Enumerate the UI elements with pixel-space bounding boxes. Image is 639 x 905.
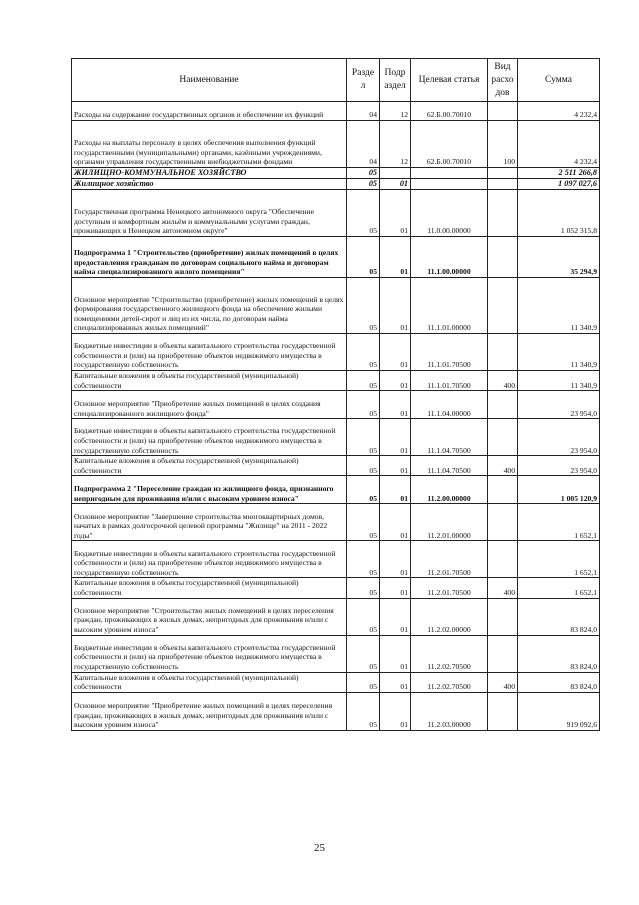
- row-section: 05: [347, 278, 380, 334]
- row-expense-type: 400: [488, 578, 518, 598]
- row-subsection: 01: [380, 391, 411, 419]
- table-row: [72, 598, 600, 635]
- row-subsection: 01: [380, 578, 411, 598]
- row-subsection: 01: [380, 179, 411, 190]
- table-row: [72, 237, 600, 278]
- row-expense-type: [488, 476, 518, 504]
- row-name: Основное мероприятие "Завершение строительства многоквартирных домов, начатых в рамках долгосрочной целевой программы "Жилище" на 2011 - 2022 годы": [72, 504, 347, 541]
- row-expense-type: [488, 190, 518, 237]
- table-row: [72, 391, 600, 419]
- row-section: 05: [347, 672, 380, 692]
- row-subsection: [380, 168, 411, 179]
- row-name: Основное мероприятие "Приобретение жилых помещений в целях создания специализированного жилищного фонда": [72, 391, 347, 419]
- row-target: 11.1.04.70500: [411, 456, 488, 476]
- row-subsection: 01: [380, 278, 411, 334]
- row-target: [411, 179, 488, 190]
- row-subsection: 01: [380, 476, 411, 504]
- row-amount: 4 232,4: [518, 102, 600, 121]
- table-row: [72, 179, 600, 190]
- row-expense-type: [488, 278, 518, 334]
- row-target: 11.2.02.00000: [411, 598, 488, 635]
- row-expense-type: [488, 334, 518, 371]
- row-target: 11.2.01.70500: [411, 541, 488, 578]
- row-section: 05: [347, 476, 380, 504]
- row-target: 62.Б.00.70010: [411, 102, 488, 121]
- row-expense-type: [488, 635, 518, 672]
- row-name: Бюджетные инвестиции в объекты капитального строительства государственной собственности и (или) на приобретение объектов недвижимого имущества в государственную собственность: [72, 419, 347, 456]
- row-subsection: 01: [380, 504, 411, 541]
- row-expense-type: 400: [488, 371, 518, 391]
- row-section: 05: [347, 190, 380, 237]
- row-expense-type: 400: [488, 672, 518, 692]
- row-target: 11.2.01.70500: [411, 578, 488, 598]
- row-target: 11.2.00.00000: [411, 476, 488, 504]
- row-amount: 1 652,1: [518, 541, 600, 578]
- row-section: 05: [347, 456, 380, 476]
- row-name: Капитальные вложения в объекты государственной (муниципальной) собственности: [72, 578, 347, 598]
- row-name: Основное мероприятие "Приобретение жилых помещений в целях переселения граждан, проживающих в жилых домах, непригодных для проживания и/или с высоким уровнем износа": [72, 692, 347, 730]
- row-section: 05: [347, 578, 380, 598]
- table-row: [72, 635, 600, 672]
- row-expense-type: [488, 168, 518, 179]
- page-number: 25: [314, 842, 325, 854]
- row-name: Государственная программа Ненецкого автономного округа "Обеспечение доступным и комфортным жильём и коммунальными услугами граждан, проживающих в Ненецком автономном округе": [72, 190, 347, 237]
- row-name: Основное мероприятие "Строительство жилых помещений в целях переселения граждан, проживающих в жилых домах, непригодных для проживания и/или с высоким уровнем износа": [72, 598, 347, 635]
- row-expense-type: [488, 391, 518, 419]
- row-target: 11.1.01.70500: [411, 334, 488, 371]
- row-section: 05: [347, 635, 380, 672]
- row-target: 11.2.02.70500: [411, 635, 488, 672]
- header-section: Разде л: [347, 59, 380, 102]
- row-expense-type: 100: [488, 121, 518, 168]
- row-amount: 23 954,0: [518, 419, 600, 456]
- row-name: Бюджетные инвестиции в объекты капитального строительства государственной собственности и (или) на приобретение объектов недвижимого имущества в государственную собственность: [72, 334, 347, 371]
- row-subsection: 01: [380, 635, 411, 672]
- row-amount: 11 340,9: [518, 371, 600, 391]
- header-target: Целевая статья: [411, 59, 488, 102]
- row-section: 05: [347, 504, 380, 541]
- table-row: [72, 102, 600, 121]
- row-amount: 1 652,1: [518, 504, 600, 541]
- table-row: [72, 541, 600, 578]
- row-section: 05: [347, 168, 380, 179]
- row-amount: 1 052 315,8: [518, 190, 600, 237]
- row-amount: 1 097 027,6: [518, 179, 600, 190]
- row-name: Расходы на выплаты персоналу в целях обеспечения выполнения функций государственными (муниципальными) органами, казёнными учреждениями, органами управления государственными внебюджетными фондами: [72, 121, 347, 168]
- row-subsection: 01: [380, 334, 411, 371]
- row-subsection: 12: [380, 102, 411, 121]
- row-amount: 1 652,1: [518, 578, 600, 598]
- row-expense-type: [488, 179, 518, 190]
- row-subsection: 01: [380, 237, 411, 278]
- row-section: 04: [347, 121, 380, 168]
- table-row: [72, 334, 600, 371]
- row-name: Капитальные вложения в объекты государственной (муниципальной) собственности: [72, 456, 347, 476]
- table-row: [72, 121, 600, 168]
- row-name: Подпрограмма 2 "Переселение граждан из жилищного фонда, признанного непригодным для проживания и/или с высоким уровнем износа": [72, 476, 347, 504]
- row-subsection: 01: [380, 419, 411, 456]
- header-subsection: Подр аздел: [380, 59, 411, 102]
- row-subsection: 01: [380, 672, 411, 692]
- row-name: Капитальные вложения в объекты государственной (муниципальной) собственности: [72, 371, 347, 391]
- header-name: Наименование: [72, 59, 347, 102]
- row-section: 05: [347, 371, 380, 391]
- row-section: 05: [347, 541, 380, 578]
- row-section: 04: [347, 102, 380, 121]
- row-name: Основное мероприятие "Строительство (приобретение) жилых помещений в целях формирования государственного жилищного фонда на обеспечение жилыми помещениями детей-сирот и лиц из их числа, по договорам найма специализированных жилых помещений": [72, 278, 347, 334]
- row-expense-type: [488, 598, 518, 635]
- row-section: 05: [347, 179, 380, 190]
- row-target: 11.1.01.00000: [411, 278, 488, 334]
- row-section: 05: [347, 692, 380, 730]
- row-target: 11.1.04.00000: [411, 391, 488, 419]
- row-section: 05: [347, 237, 380, 278]
- row-name: Бюджетные инвестиции в объекты капитального строительства государственной собственности и (или) на приобретение объектов недвижимого имущества в государственную собственность: [72, 635, 347, 672]
- row-section: 05: [347, 419, 380, 456]
- row-section: 05: [347, 598, 380, 635]
- row-name: ЖИЛИЩНО-КОММУНАЛЬНОЕ ХОЗЯЙСТВО: [72, 168, 347, 179]
- row-expense-type: [488, 541, 518, 578]
- row-expense-type: [488, 692, 518, 730]
- table-row: [72, 190, 600, 237]
- row-amount: 35 294,9: [518, 237, 600, 278]
- table-row: [72, 419, 600, 456]
- row-target: 62.Б.00.70010: [411, 121, 488, 168]
- row-name: Подпрограмма 1 "Строительство (приобретение) жилых помещений в целях предоставления гражданам по договорам социального найма и договорам найма специализированного жилого помещения": [72, 237, 347, 278]
- table-row: [72, 168, 600, 179]
- row-amount: 83 824,0: [518, 635, 600, 672]
- row-target: 11.2.02.70500: [411, 672, 488, 692]
- row-target: 11.1.04.70500: [411, 419, 488, 456]
- row-name: Бюджетные инвестиции в объекты капитального строительства государственной собственности и (или) на приобретение объектов недвижимого имущества в государственную собственность: [72, 541, 347, 578]
- table-row: [72, 692, 600, 730]
- row-expense-type: [488, 419, 518, 456]
- row-subsection: 01: [380, 456, 411, 476]
- row-target: [411, 168, 488, 179]
- row-subsection: 12: [380, 121, 411, 168]
- header-amount: Сумма: [518, 59, 600, 102]
- row-amount: 1 005 120,9: [518, 476, 600, 504]
- table-row: [72, 476, 600, 504]
- row-target: 11.0.00.00000: [411, 190, 488, 237]
- row-expense-type: 400: [488, 456, 518, 476]
- table-row: [72, 278, 600, 334]
- row-subsection: 01: [380, 190, 411, 237]
- row-amount: 83 824,0: [518, 598, 600, 635]
- row-expense-type: [488, 504, 518, 541]
- row-section: 05: [347, 391, 380, 419]
- row-target: 11.1.00.00000: [411, 237, 488, 278]
- row-amount: 11 340,9: [518, 334, 600, 371]
- row-amount: 83 824,0: [518, 672, 600, 692]
- row-target: 11.2.03.00000: [411, 692, 488, 730]
- row-subsection: 01: [380, 371, 411, 391]
- row-subsection: 01: [380, 541, 411, 578]
- row-name: Расходы на содержание государственных органов и обеспечение их функций: [72, 102, 347, 121]
- row-name: Жилищное хозяйство: [72, 179, 347, 190]
- table-header-row: [72, 59, 600, 102]
- row-name: Капитальные вложения в объекты государственной (муниципальной) собственности: [72, 672, 347, 692]
- table-row: [72, 504, 600, 541]
- row-amount: 919 092,6: [518, 692, 600, 730]
- row-target: 11.2.01.00000: [411, 504, 488, 541]
- row-amount: 2 511 266,8: [518, 168, 600, 179]
- row-amount: 23 954,0: [518, 391, 600, 419]
- row-section: 05: [347, 334, 380, 371]
- row-amount: 23 954,0: [518, 456, 600, 476]
- table-row: [72, 672, 600, 692]
- table-body: [72, 102, 600, 731]
- row-subsection: 01: [380, 692, 411, 730]
- row-subsection: 01: [380, 598, 411, 635]
- table-row: [72, 456, 600, 476]
- header-expense-type: Вид расхо дов: [488, 59, 518, 102]
- row-amount: 4 232,4: [518, 121, 600, 168]
- row-target: 11.1.01.70500: [411, 371, 488, 391]
- row-amount: 11 340,9: [518, 278, 600, 334]
- row-expense-type: [488, 237, 518, 278]
- table-row: [72, 578, 600, 598]
- table-row: [72, 371, 600, 391]
- row-expense-type: [488, 102, 518, 121]
- budget-table: [71, 58, 600, 731]
